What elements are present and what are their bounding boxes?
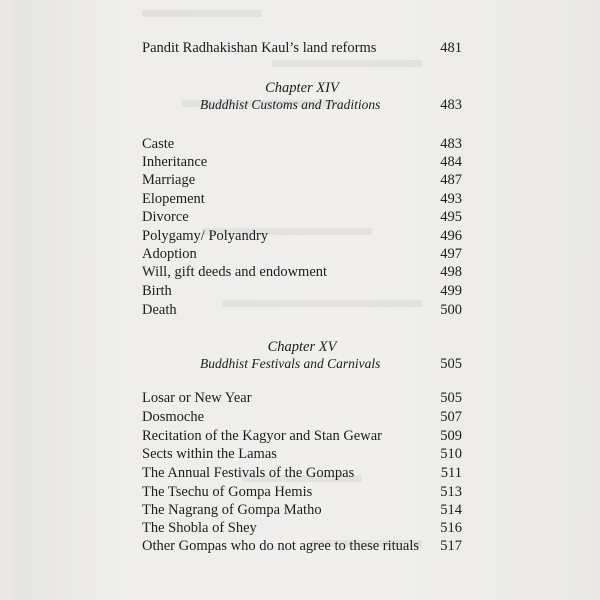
toc-entry-page: 505 — [440, 390, 462, 406]
toc-entry-page: 481 — [440, 40, 462, 56]
chapter-label: Chapter XV — [267, 339, 337, 355]
toc-entry — [142, 281, 462, 301]
chapter-heading — [142, 95, 462, 115]
toc-entry-page: 509 — [440, 428, 462, 444]
chapter-title: Buddhist Customs and Traditions — [200, 97, 381, 112]
toc-entry-title: Marriage — [142, 172, 196, 188]
toc-entry-title: Inheritance — [142, 154, 208, 170]
toc-entry-title: Recitation of the Kagyor and Stan Gewar — [142, 428, 382, 444]
toc-entry — [142, 207, 462, 227]
toc-entry — [142, 407, 462, 427]
toc-entry-page: 516 — [440, 520, 462, 536]
toc-entry-title: Polygamy/ Polyandry — [142, 228, 269, 244]
toc-entry — [142, 500, 462, 520]
toc-entry-page: 510 — [440, 446, 462, 462]
toc-entry-page: 493 — [440, 191, 462, 207]
chapter-title: Buddhist Festivals and Carnivals — [200, 356, 381, 371]
toc-entry-title: Caste — [142, 136, 175, 152]
toc-entry-title: Will, gift deeds and endowment — [142, 264, 328, 280]
toc-entry-title: Adoption — [142, 246, 197, 262]
toc-entry — [142, 482, 462, 502]
toc-entry-title: Sects within the Lamas — [142, 446, 277, 462]
toc-entry-page: 500 — [440, 302, 462, 318]
toc-entry-title: The Shobla of Shey — [142, 520, 257, 536]
toc-entry-page: 483 — [440, 136, 462, 152]
toc-entry — [142, 189, 462, 209]
toc-entry — [142, 536, 462, 556]
toc-entry-title: The Annual Festivals of the Gompas — [142, 465, 355, 481]
toc-entry — [142, 518, 462, 538]
toc-entry-page: 498 — [440, 264, 462, 280]
toc-entry-page: 484 — [440, 154, 462, 170]
toc-entry-page: 513 — [440, 484, 462, 500]
chapter-heading — [142, 354, 462, 374]
chapter-page: 483 — [440, 97, 462, 113]
toc-entry-title: The Tsechu of Gompa Hemis — [142, 484, 313, 500]
toc-entry-page: 497 — [440, 246, 462, 262]
toc-entry — [142, 388, 462, 408]
toc-entry-title: Death — [142, 302, 177, 318]
toc-entry — [142, 38, 462, 58]
toc-entry — [142, 426, 462, 446]
toc-entry-page: 487 — [440, 172, 462, 188]
chapter-label: Chapter XIV — [265, 80, 339, 96]
toc-entry-title: Elopement — [142, 191, 205, 207]
toc-entry-title: Dosmoche — [142, 409, 205, 425]
toc-entry-title: Birth — [142, 283, 172, 299]
toc-entry — [142, 244, 462, 264]
toc-entry-page: 511 — [440, 465, 462, 481]
toc-entry-page: 514 — [440, 502, 462, 518]
toc-entry-title: Pandit Radhakishan Kaul’s land reforms — [142, 40, 377, 56]
toc-entry — [142, 134, 462, 154]
toc-entry-page: 499 — [440, 283, 462, 299]
show-through — [272, 60, 422, 67]
toc-entry — [142, 170, 462, 190]
toc-entry — [142, 152, 462, 172]
toc-entry-title: Other Gompas who do not agree to these rituals — [142, 538, 420, 554]
chapter-page: 505 — [440, 356, 462, 372]
toc-entry-title: Divorce — [142, 209, 189, 225]
toc-entry — [142, 262, 462, 282]
toc-entry-title: The Nagrang of Gompa Matho — [142, 502, 322, 518]
toc-entry-title: Losar or New Year — [142, 390, 252, 406]
toc-entry-page: 495 — [440, 209, 462, 225]
toc-entry — [142, 444, 462, 464]
toc-entry — [142, 226, 462, 246]
show-through — [142, 10, 262, 17]
toc-entry-page: 496 — [440, 228, 462, 244]
toc-entry-page: 517 — [440, 538, 462, 554]
toc-entry-page: 507 — [440, 409, 462, 425]
toc-entry — [142, 463, 462, 483]
toc-entry — [142, 300, 462, 320]
